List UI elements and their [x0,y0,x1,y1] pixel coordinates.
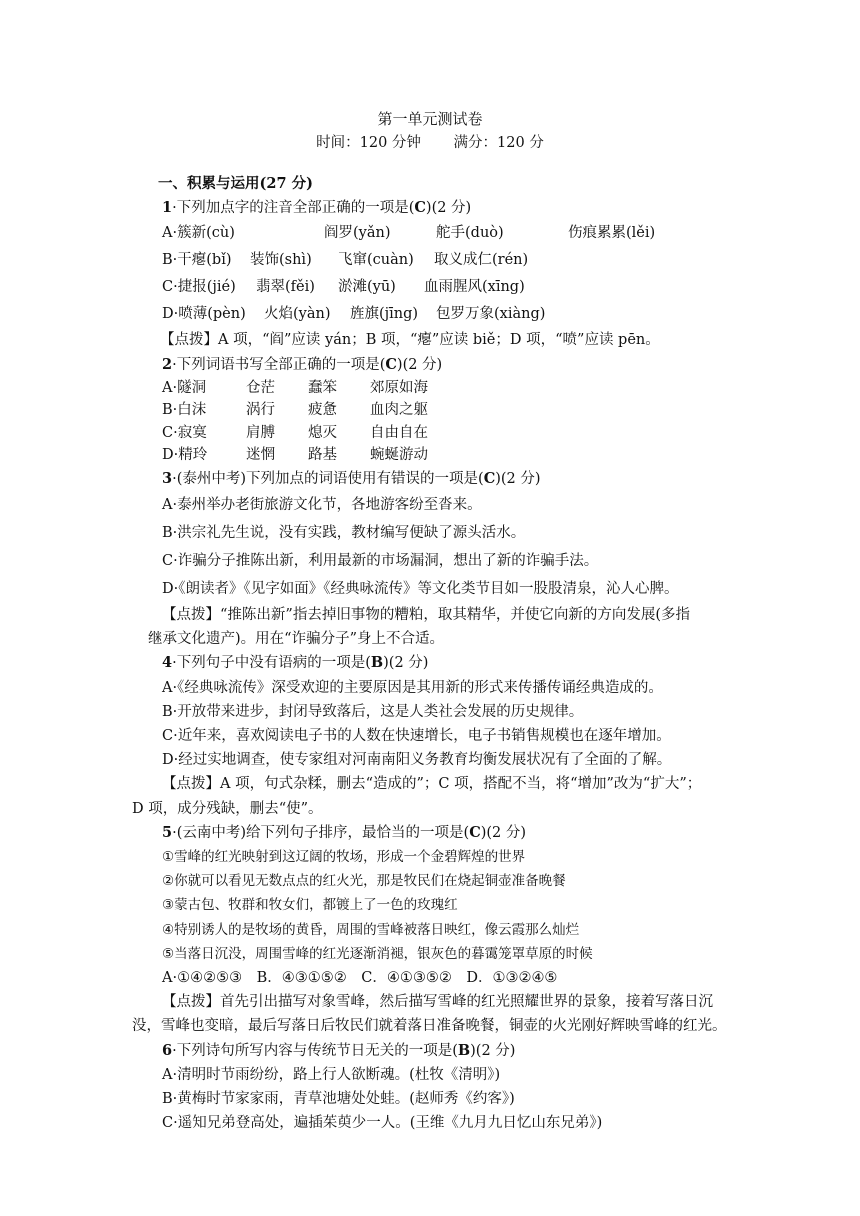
q5-hint-line-1: 【点拨】首先引出描写对象雪峰，然后描写雪峰的红光照耀世界的景象，接着写落日沉 [162,994,713,1011]
q1-option-d: D·喷薄(pèn) 火焰(yàn) 旌旗(jīng) 包罗万象(xiàng) [162,306,546,323]
q1-option-b: B·干瘪(bǐ) 装饰(shì) 飞窜(cuàn) 取义成仁(rén) [162,252,529,269]
q6-option-c: C·遥知兄弟登高处，遍插茱萸少一人。(王维《九月九日忆山东兄弟》) [162,1115,603,1132]
q1-option-c: C·捷报(jié) 翡翠(fěi) 淤滩(yū) 血雨腥风(xīng) [162,279,525,296]
question-5-stem: 5·(云南中考)给下列句子排序，最恰当的一项是(C)(2 分) [162,823,527,841]
q2-option-d: D·精玲 迷惘 路基 蜿蜒游动 [162,447,428,464]
answer: B [370,654,384,672]
q5-sentence-3: ③蒙古包、牧群和牧女们，都镀上了一色的玫瑰红 [162,897,458,914]
q2-option-b: B·白沫 涡行 疲惫 血肉之躯 [162,402,428,419]
answer: C [385,355,397,373]
q2-option-a: A·隧洞 仓茫 蠢笨 郊原如海 [162,379,428,396]
q5-sentence-4: ④特别诱人的是牧场的黄昏，周围的雪峰被落日映红，像云霞那么灿烂 [162,921,580,938]
q5-choices: A·①④②⑤③ B．④③①⑤② C．④①③⑤② D．①③②④⑤ [162,970,558,987]
full-score: 满分：120 分 [453,135,544,151]
q3-option-c: C·诈骗分子推陈出新，利用最新的市场漏洞，想出了新的诈骗手法。 [162,553,599,570]
q4-hint-line-2: D 项，成分残缺，删去“使”。 [132,800,323,817]
q5-hint-line-2: 没，雪峰也变暗，最后写落日后牧民们就着落日准备晚餐，铜壶的火光刚好辉映雪峰的红光。 [132,1018,727,1035]
header [0,108,860,154]
answer: C [414,199,426,217]
answer: C [483,469,496,487]
q5-sentence-2: ②你就可以看见无数点点的红火光，那是牧民们在烧起铜壶准备晚餐 [162,873,566,890]
exam-meta [0,132,860,154]
q4-option-b: B·开放带来进步，封闭导致落后，这是人类社会发展的历史规律。 [162,703,584,720]
q2-option-c: C·寂寞 肩膊 熄灭 自由自在 [162,424,428,441]
q3-hint-line-1: 【点拨】“推陈出新”指去掉旧事物的糟粕，取其精华，并使它向新的方向发展(多指 [162,607,690,624]
q3-hint-line-2: 继承文化遗产)。用在“诈骗分子”身上不合适。 [148,631,444,648]
q4-option-d: D·经过实地调查，使专家组对河南南阳义务教育均衡发展状况有了全面的了解。 [162,752,672,769]
section-heading: 一、积累与运用(27 分) [158,175,313,192]
page-title: 第一单元测试卷 [377,110,483,128]
question-3-stem: 3·(泰州中考)下列加点的词语使用有错误的一项是(C)(2 分) [162,469,541,487]
q6-option-b: B·黄梅时节家家雨，青草池塘处处蛙。(赵师秀《约客》) [162,1091,515,1108]
question-6-stem: 6·下列诗句所写内容与传统节日无关的一项是(B)(2 分) [162,1041,516,1059]
q4-option-a: A·《经典咏流传》深受欢迎的主要原因是其用新的形式来传播传诵经典造成的。 [162,679,663,696]
time-limit: 时间：120 分钟 [316,135,421,151]
q5-sentence-1: ①雪峰的红光映射到这辽阔的牧场，形成一个金碧辉煌的世界 [162,849,526,866]
q3-option-a: A·泰州举办老街旅游文化节，各地游客纷至沓来。 [162,497,482,514]
q3-option-d: D·《朗读者》《见字如面》《经典咏流传》等文化类节目如一股股清泉，沁人心脾。 [162,581,679,598]
q5-sentence-5: ⑤当落日沉没，周围雪峰的红光逐渐消褪，银灰色的暮霭笼罩草原的时候 [162,945,593,962]
q1-hint: 【点拨】A 项，“阎”应读 yán；B 项，“瘪”应读 biě；D 项，“喷”应读 pēn。 [160,332,660,349]
exam-content [132,172,727,1135]
answer: B [457,1041,471,1059]
question-2-stem: 2·下列词语书写全部正确的一项是(C)(2 分) [162,355,443,373]
q4-option-c: C·近年来，喜欢阅读电子书的人数在快速增长，电子书销售规模也在逐年增加。 [162,728,671,745]
q1-option-a: A·簇新(cù) 阎罗(yǎn) 舵手(duò) 伤痕累累(lěi) [162,225,656,242]
q3-option-b: B·洪宗礼先生说，没有实践，教材编写便缺了源头活水。 [162,525,526,542]
question-1-stem: 1·下列加点字的注音全部正确的一项是(C)(2 分) [162,199,472,217]
q4-hint-line-1: 【点拨】A 项，句式杂糅，删去“造成的”；C 项，搭配不当，将“增加”改为“扩大”； [162,776,702,793]
question-4-stem: 4·下列句子中没有语病的一项是(B)(2 分) [162,654,429,672]
answer: C [469,823,481,841]
q6-option-a: A·清明时节雨纷纷，路上行人欲断魂。(杜牧《清明》) [162,1066,501,1083]
